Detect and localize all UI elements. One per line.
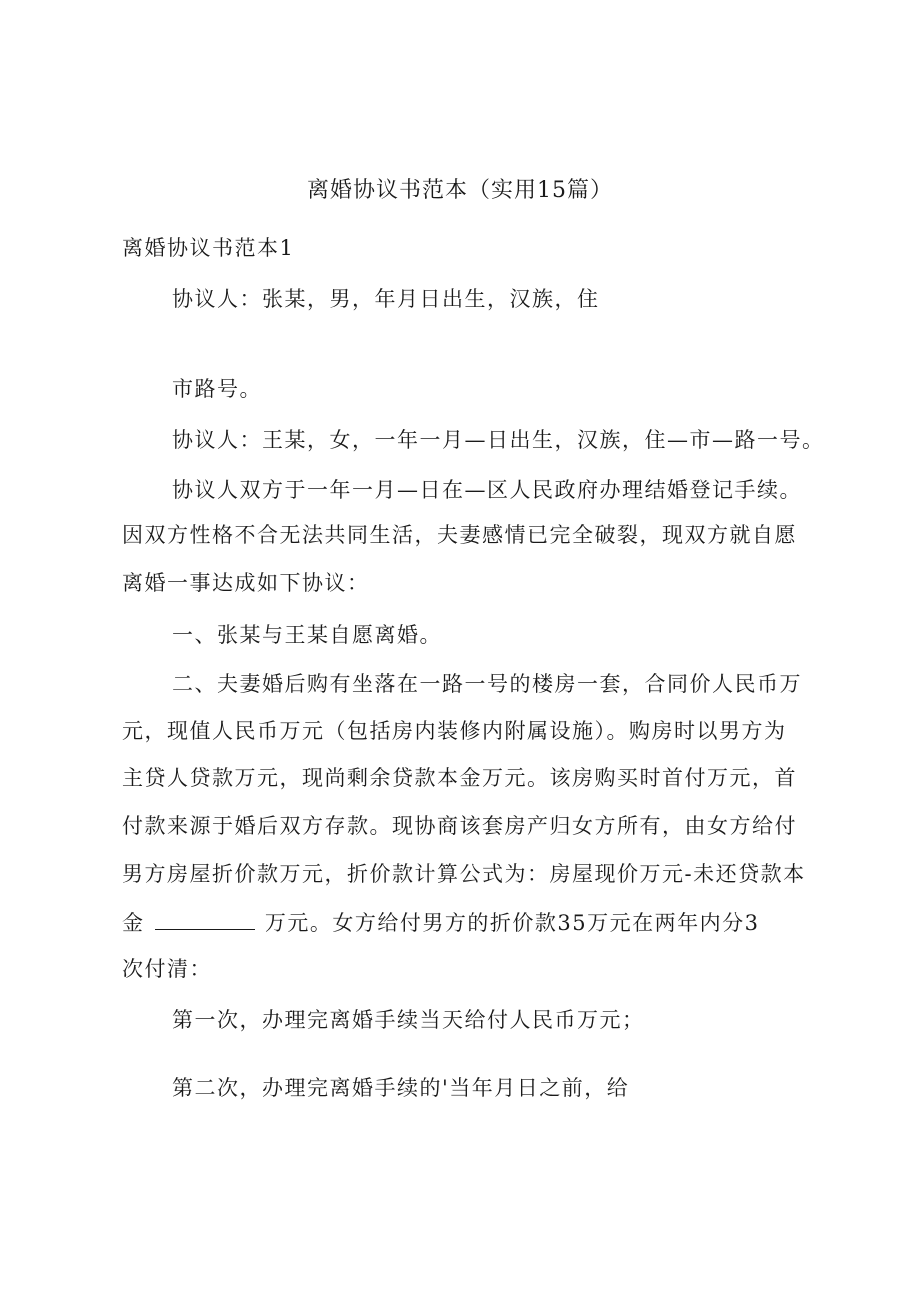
clause-2-line-2: 元，现值人民币万元（包括房内装修内附属设施）。购房时以男方为 [122,719,787,743]
clause-2-line-6-prefix: 金 [122,911,145,935]
intro-line-3: 离婚一事达成如下协议： [122,571,370,595]
clause-2-line-6-suffix: 万元。女方给付男方的折价款35万元在两年内分3 [264,911,760,935]
clause-2-line-6 [122,910,759,936]
party-1-line-2: 市路号。 [172,377,262,401]
clause-2-line-4: 付款来源于婚后双方存款。现协商该套房产归女方所有，由女方给付 [122,814,797,838]
clause-2-line-5: 男方房屋折价款万元，折价款计算公式为：房屋现价万元-未还贷款本 [122,862,806,886]
payment-1: 第一次，办理完离婚手续当天给付人民币万元； [172,1008,645,1032]
intro-line-1: 协议人双方于一年一月—日在—区人民政府办理结婚登记手续。 [172,478,802,502]
clause-1: 一、张某与王某自愿离婚。 [172,623,442,647]
clause-2-line-1: 二、夫妻婚后购有坐落在一路一号的楼房一套，合同价人民币万 [172,672,802,696]
intro-line-2: 因双方性格不合无法共同生活，夫妻感情已完全破裂，现双方就自愿 [122,523,797,547]
payment-2: 第二次，办理完离婚手续的'当年月日之前，给 [172,1076,630,1100]
clause-2-line-7: 次付清： [122,957,212,981]
fill-in-blank [155,911,255,930]
party-1-line-1: 协议人：张某，男，年月日出生，汉族，住 [172,287,600,311]
party-2: 协议人：王某，女，一年一月—日出生，汉族，住—市—路一号。 [172,428,825,452]
clause-2-line-3: 主贷人贷款万元，现尚剩余贷款本金万元。该房购买时首付万元，首 [122,766,797,790]
section-heading: 离婚协议书范本1 [122,236,295,260]
document-title: 离婚协议书范本（实用15篇） [307,178,613,203]
